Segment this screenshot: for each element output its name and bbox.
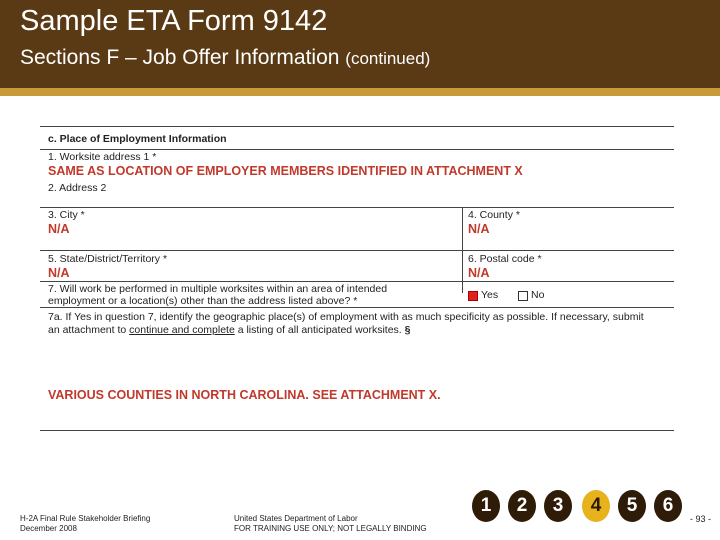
city-value: N/A (48, 222, 70, 236)
geographic-place-value: VARIOUS COUNTIES IN NORTH CAROLINA. SEE ATTACHMENT X. (48, 388, 441, 402)
address2-label: 2. Address 2 (48, 182, 107, 194)
postal-code-label: 6. Postal code * (468, 253, 542, 265)
city-label: 3. City * (48, 209, 85, 221)
rule (40, 207, 674, 208)
step-3-button[interactable]: 3 (544, 490, 572, 522)
slide-header (0, 0, 720, 88)
slide-subtitle (20, 46, 430, 70)
footer-left (20, 514, 150, 534)
slide-title: Sample ETA Form 9142 (20, 5, 328, 37)
rule (40, 250, 674, 251)
yes-label: Yes (481, 289, 499, 301)
geographic-place-instruction-1: 7a. If Yes in question 7, identify the geographic place(s) of employment with as much specificity as possible. If necessary, submit (48, 311, 644, 323)
rule-top (40, 126, 674, 127)
worksite-address-label: 1. Worksite address 1 * (48, 151, 157, 163)
footer-disclaimer: FOR TRAINING USE ONLY; NOT LEGALLY BINDING (234, 524, 427, 533)
multiple-worksites-label-1: 7. Will work be performed in multiple worksites within an area of intended (48, 283, 388, 295)
multiple-worksites-label-2: employment or a location(s) other than the address listed above? * (48, 295, 358, 307)
county-label: 4. County * (468, 209, 520, 221)
accent-bar (0, 88, 720, 96)
step-2-button[interactable]: 2 (508, 490, 536, 522)
footer-department: United States Department of Labor (234, 514, 358, 523)
no-checkbox[interactable] (518, 291, 528, 301)
step-1-button[interactable]: 1 (472, 490, 500, 522)
postal-code-value: N/A (468, 266, 490, 280)
no-label: No (531, 289, 545, 301)
rule (40, 281, 674, 282)
section-title: c. Place of Employment Information (48, 133, 227, 145)
subtitle-small: (continued) (345, 49, 431, 68)
step-5-button[interactable]: 5 (618, 490, 646, 522)
geographic-place-instruction-2 (48, 324, 410, 336)
state-label: 5. State/District/Territory * (48, 253, 168, 265)
rule-bottom (40, 430, 674, 431)
rule (40, 307, 674, 308)
rule (40, 149, 674, 150)
instruction-text: an attachment to (48, 324, 130, 336)
footer-briefing: H-2A Final Rule Stakeholder Briefing (20, 514, 151, 523)
subtitle-main: Sections F – Job Offer Information (20, 46, 340, 69)
worksite-address-value: SAME AS LOCATION OF EMPLOYER MEMBERS IDENTIFIED IN ATTACHMENT X (48, 164, 523, 178)
form-excerpt (40, 126, 674, 432)
county-value: N/A (468, 222, 490, 236)
section-mark: § (404, 324, 411, 336)
section-steps (472, 490, 692, 524)
yes-checkbox[interactable] (468, 291, 478, 301)
step-4-button[interactable]: 4 (582, 490, 610, 522)
footer-date: December 2008 (20, 524, 77, 533)
footer-middle (234, 514, 427, 534)
continue-and-complete-text: continue and complete (129, 324, 235, 336)
instruction-text-end: a listing of all anticipated worksites. (234, 324, 402, 336)
state-value: N/A (48, 266, 70, 280)
step-6-button[interactable]: 6 (654, 490, 682, 522)
page-number: - 93 - (690, 514, 712, 524)
